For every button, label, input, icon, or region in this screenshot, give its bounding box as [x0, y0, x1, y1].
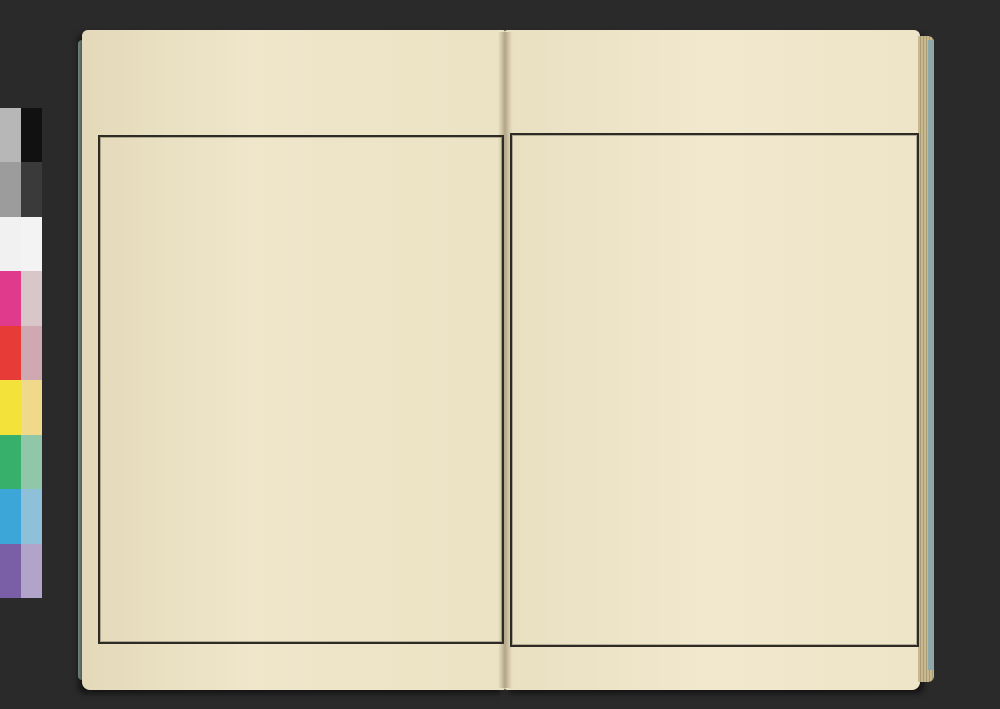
- calibration-swatch: [0, 380, 21, 434]
- calibration-row: [0, 326, 42, 380]
- calibration-swatch: [0, 108, 21, 162]
- calibration-row: [0, 162, 42, 216]
- calibration-swatch: [0, 162, 21, 216]
- calibration-row: [0, 544, 42, 598]
- calibration-swatch: [0, 326, 21, 380]
- calibration-swatch: [21, 271, 42, 325]
- calibration-swatch: [21, 162, 42, 216]
- calibration-swatch: [0, 544, 21, 598]
- calibration-row: [0, 217, 42, 271]
- calibration-swatch: [0, 435, 21, 489]
- right-body-text: [520, 140, 910, 630]
- calibration-swatch: [21, 326, 42, 380]
- calibration-swatch: [21, 489, 42, 543]
- calibration-row: [0, 380, 42, 434]
- calibration-swatch: [0, 489, 21, 543]
- calibration-row: [0, 435, 42, 489]
- calibration-swatch: [21, 217, 42, 271]
- calibration-swatch: [21, 380, 42, 434]
- calibration-row: [0, 108, 42, 162]
- calibration-swatch: [0, 217, 21, 271]
- calibration-row: [0, 489, 42, 543]
- calibration-row: [0, 271, 42, 325]
- color-calibration-bar: [0, 108, 42, 598]
- calibration-swatch: [21, 435, 42, 489]
- left-annotation-text: [150, 232, 350, 512]
- right-cover-edge: [928, 40, 934, 670]
- calibration-swatch: [21, 108, 42, 162]
- calibration-swatch: [0, 271, 21, 325]
- calibration-swatch: [21, 544, 42, 598]
